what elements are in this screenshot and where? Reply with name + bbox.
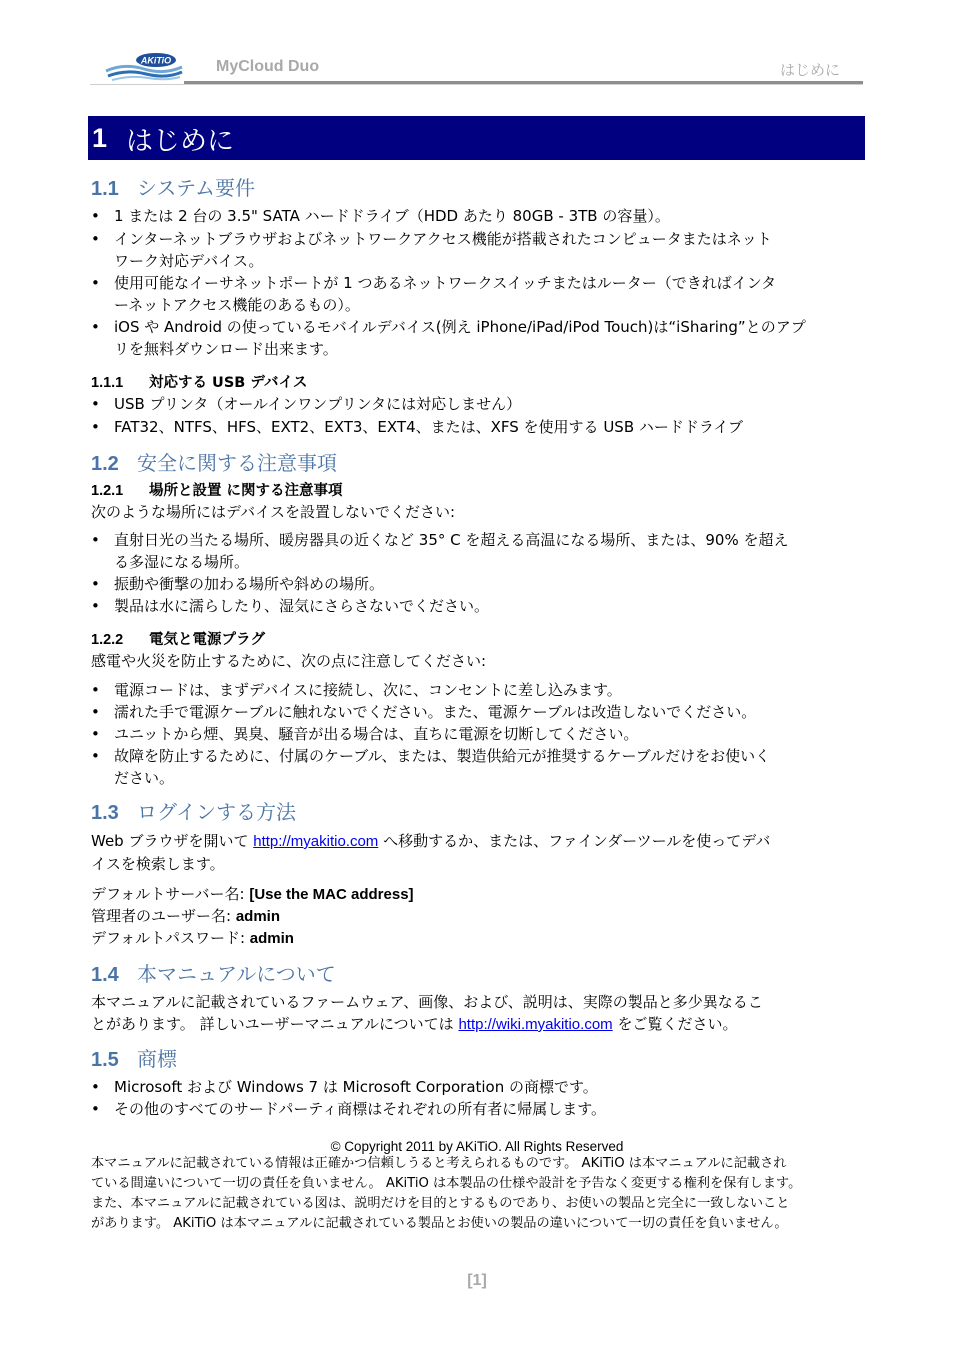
header-rule-thin (90, 84, 863, 85)
akitio-logo-text: AKiTiO (140, 55, 172, 66)
section-heading-1-2-2: 1.2.2 電気と電源プラグ (91, 632, 265, 648)
myakitio-link[interactable]: http://myakitio.com (253, 833, 379, 850)
default-server-name: デフォルトサーバー名: [Use the MAC address] (91, 885, 414, 903)
paragraph: 本マニュアルに記載されているファームウェア、画像、および、説明は、実際の製品と多少異なるこ とがあります。 詳しいユーザーマニュアルについては http://wiki.myakitio.com をご覧ください。 (91, 993, 763, 1033)
section-heading-1-2-1: 1.2.1 場所と設置 に関する注意事項 (91, 483, 343, 499)
disclaimer-line: 本マニュアルに記載されている情報は正確かつ信頼しうると考えられるものです。 AKiTiO は本マニュアルに記載され (91, 1156, 787, 1171)
page-number: [1] (467, 1272, 487, 1289)
wiki-link[interactable]: http://wiki.myakitio.com (458, 1016, 613, 1033)
akitio-logo (104, 49, 184, 83)
section-heading-1-1: 1.1 システム要件 (91, 176, 255, 200)
chapter-title-bar (88, 116, 865, 160)
manual-page: AKiTiO MyCloud Duo はじめに 1 はじめに 1.1 システム要件 • 1 または 2 台の 3.5" SATA ハードドライブ（HDD あたり 80GB - 3TB の容量）。 • インターネットブラウザおよびネットワークアクセス機能が搭載されたコンピュータまたはネット ワーク対応デバイス。 • 使用可能なイーサネットポートが 1 つあるネットワークスイッチまたはルーター（できればインタ ーネットアクセス機能のあるもの）。 • iOS や Android の使っているモバイルデバイス(例え iPhone/iPad/iPod Touch)は“iSharing”とのアプ リを無料ダウンロード出来ます。 1.1.1 対応する USB デバイス • USB プリンタ（オールインワンプリンタには対応しません） • FAT32、NTFS、HFS、EXT2、EXT3、EXT4、または、XFS を使用する USB ハードドライブ 1.2 安全に関する注意事項 1.2.1 場所と設置 に関する注意事項 次のような場所にはデバイスを設置しないでください: • 直射日光の当たる場所、暖房器具の近くなど 35° C を超える高温になる場所、または、90% を超え る多湿になる場所。 • 振動や衝撃の加わる場所や斜めの場所。 • 製品は水に濡らしたり、湿気にさらさないでください。 1.2.2 電気と電源プラグ 感電や火災を防止するために、次の点に注意してください: • 電源コードは、まずデバイスに接続し、次に、コンセントに差し込みます。 • 濡れた手で電源ケーブルに触れないでください。また、電源ケーブルは改造しないでください。 • ユニットから煙、異臭、騒音が出る場合は、直ちに電源を切断してください。 • 故障を防止するために、付属のケーブル、または、製造供給元が推奨するケーブルだけをお使いく ださい。 1.3 ログインする方法 Web ブラウザを開いて http://myakitio.com へ移動するか、または、ファインダーツールを使ってデバ イスを検索します。 デフォルトサーバー名: [Use the MAC address] 管理者のユーザー名: admin デフォルトパスワード: admin 1.4 本マニュアルについて 本マニュアルに記載されているファームウェア、画像、および、説明は、実際の製品と多少異なるこ とがあります。 詳しいユーザーマニュアルについては http://wiki.myakitio.com をご覧ください。 1.5 商標 • Microsoft および Windows 7 は Microsoft Corporation の商標です。 • その他のすべてのサードパーティ商標はそれぞれの所有者に帰属します。 © Copyright 2011 by AKiTiO. All Rights Reserved 本マニュアルに記載されている情報は正確かつ信頼しうると考えられるものです。 AKiTiO は本マニュアルに記載され ている間違いについて一切の責任を負いません。 AKiTiO は本製品の仕様や設計を予告なく変更する権利を保有します。 また、本マニュアルに記載されている図は、説明だけを目的とするものであり、お使いの製品と完全に一致しないこと があります。 AKiTiO は本マニュアルに記載されている製品とお使いの製品の違いについて一切の責任を負いません。 [1] (0, 0, 954, 1350)
chapter-title: はじめに (126, 125, 234, 157)
disclaimer-line: ている間違いについて一切の責任を負いません。 AKiTiO は本製品の仕様や設計を予告なく変更する権利を保有します。 (91, 1176, 802, 1191)
paragraph: Web ブラウザを開いて http://myakitio.com へ移動するか、または、ファインダーツールを使ってデバ イスを検索します。 (91, 832, 771, 873)
section-heading-1-5: 1.5 商標 (91, 1047, 177, 1071)
section-heading-1-3: 1.3 ログインする方法 (91, 800, 296, 824)
section-heading-1-2: 1.2 安全に関する注意事項 (91, 451, 337, 475)
disclaimer-line: また、本マニュアルに記載されている図は、説明だけを目的とするものであり、お使いの製品と完全に一致しないこと (91, 1196, 790, 1211)
paragraph: 感電や火災を防止するために、次の点に注意してください: (91, 652, 487, 670)
admin-username: 管理者のユーザー名: admin (91, 907, 281, 925)
copyright-notice: © Copyright 2011 by AKiTiO. All Rights Reserved (330, 1139, 624, 1154)
chapter-number: 1 (92, 122, 108, 153)
section-heading-1-1-1: 1.1.1 対応する USB デバイス (91, 375, 308, 391)
section-heading-1-4: 1.4 本マニュアルについて (91, 962, 336, 986)
default-password: デフォルトパスワード: admin (91, 929, 294, 947)
paragraph: 次のような場所にはデバイスを設置しないでください: (91, 503, 456, 521)
header-section-name: はじめに (779, 61, 840, 79)
disclaimer-line: があります。 AKiTiO は本マニュアルに記載されている製品とお使いの製品の違いについて一切の責任を負いません。 (91, 1216, 788, 1231)
header-product-name: MyCloud Duo (216, 58, 320, 75)
